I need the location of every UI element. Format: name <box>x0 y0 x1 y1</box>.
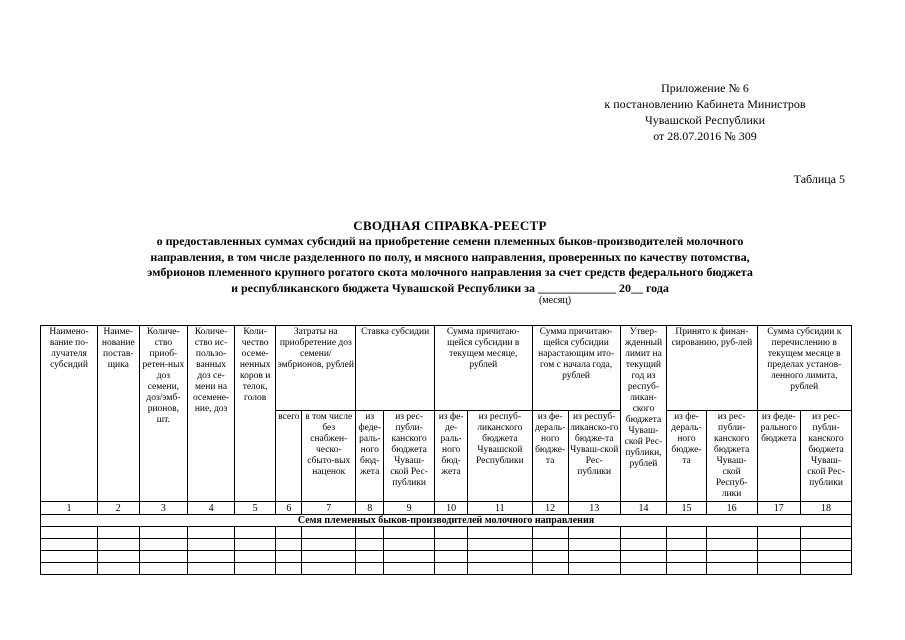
subheader-republican: из рес-публи-канского бюджета Чуваш-ской Рес-публики <box>384 411 435 502</box>
header-subsidy-current-month: Сумма причитаю-щейся субсидии в текущем месяце, рублей <box>435 326 532 411</box>
column-number: 5 <box>234 502 275 515</box>
document-heading <box>40 218 860 306</box>
column-number: 17 <box>757 502 801 515</box>
header-subsidy-cumulative: Сумма причитаю-щейся субсидии нарастающим ито-гом с начала года, рублей <box>532 326 620 411</box>
subheader-federal: из фе-дераль-ного бюдже-та <box>532 411 568 502</box>
column-number: 9 <box>384 502 435 515</box>
header-subsidy-rate: Ставка субсидии <box>356 326 435 411</box>
table-row <box>41 551 852 563</box>
header-recipient: Наимено-вание по-лучателя субсидий <box>41 326 98 502</box>
header-approved-limit: Утвер-жденный лимит на текущий год из респуб-ликан-ского бюджета Чуваш-ской Рес-публики, рублей <box>620 326 667 502</box>
appendix-reference <box>560 80 850 144</box>
month-caption: (месяц) <box>538 295 572 306</box>
header-accepted-financing: Принято к финан-сированию, руб-лей <box>667 326 757 411</box>
column-numbers-row <box>41 502 852 515</box>
subheader-republican: из рес-публи-канского бюджета Чуваш-ской Респуб-лики <box>706 411 757 502</box>
appendix-resolution: к постановлению Кабинета Министров <box>604 97 806 111</box>
table-row <box>41 563 852 575</box>
document-subtitle-line-3: эмбрионов племенного крупного рогатого скота молочного направления за счет средств федерального бюджета <box>147 265 753 279</box>
subheader-federal: из фе-дераль-ного бюдже-та <box>667 411 706 502</box>
column-number: 12 <box>532 502 568 515</box>
subheader-federal: из феде-раль-ного бюд-жета <box>356 411 384 502</box>
section-row <box>41 515 852 527</box>
subheader-federal: из феде-рального бюджета <box>757 411 801 502</box>
registry-table <box>40 325 852 575</box>
column-number: 15 <box>667 502 706 515</box>
appendix-republic: Чувашской Республики <box>644 113 766 127</box>
column-number: 4 <box>188 502 235 515</box>
header-row <box>41 326 852 411</box>
subheader-republican: из респуб-ликанского бюджета Чувашской Республики <box>468 411 532 502</box>
column-number: 13 <box>568 502 620 515</box>
table-row <box>41 527 852 539</box>
appendix-date: от 28.07.2016 № 309 <box>653 129 757 143</box>
document-title: СВОДНАЯ СПРАВКА-РЕЕСТР <box>353 218 547 233</box>
subheader-without-markup: в том числе без снабжен-ческо-сбыто-вых наценок <box>302 411 356 502</box>
section-title: Семя племенных быков-производителей молочного направления <box>41 515 852 527</box>
header-purchased-doses: Количе-ство приоб-ретен-ных доз семени, доз/эмб-рионов, шт. <box>139 326 188 502</box>
column-number: 8 <box>356 502 384 515</box>
column-number: 6 <box>276 502 302 515</box>
column-number: 10 <box>435 502 468 515</box>
header-supplier: Наиме-нование постав-щика <box>98 326 139 502</box>
column-number: 11 <box>468 502 532 515</box>
column-number: 3 <box>139 502 188 515</box>
subheader-federal: из фе-де-раль-ного бюд-жета <box>435 411 468 502</box>
document-subtitle-line-4: и республиканского бюджета Чувашской Республики за _____________ 20__ года <box>231 280 669 295</box>
table-row <box>41 539 852 551</box>
appendix-number: Приложение № 6 <box>661 81 749 95</box>
subheader-republican: из респуб-ликанско-го бюдже-та Чуваш-ской Рес-публики <box>568 411 620 502</box>
subheader-republican: из рес-публи-канского бюджета Чуваш-ской Рес-публики <box>801 411 852 502</box>
header-inseminated-cows: Коли-чество осеме-ненных коров и телок, голов <box>234 326 275 502</box>
column-number: 16 <box>706 502 757 515</box>
header-amount-to-transfer: Сумма субсидии к перечислению в текущем месяце в пределах установ-ленного лимита, рублей <box>757 326 852 411</box>
column-number: 2 <box>98 502 139 515</box>
subheader-total: всего <box>276 411 302 502</box>
column-number: 14 <box>620 502 667 515</box>
header-costs: Затраты на приобретение доз семени/ эмбрионов, рублей <box>276 326 356 411</box>
table-number-label: Таблица 5 <box>793 172 845 186</box>
column-number: 18 <box>801 502 852 515</box>
header-used-doses: Количе-ство ис-пользо-ванных доз се-мени на осемене-ние, доз <box>188 326 235 502</box>
document-subtitle-line-1: о предоставленных суммах субсидий на приобретение семени племенных быков-производителей молочного <box>156 234 744 248</box>
document-subtitle-line-2: направления, в том числе разделенного по полу, и мясного направления, проверенных по качеству потомства, <box>150 249 750 264</box>
column-number: 1 <box>41 502 98 515</box>
column-number: 7 <box>302 502 356 515</box>
